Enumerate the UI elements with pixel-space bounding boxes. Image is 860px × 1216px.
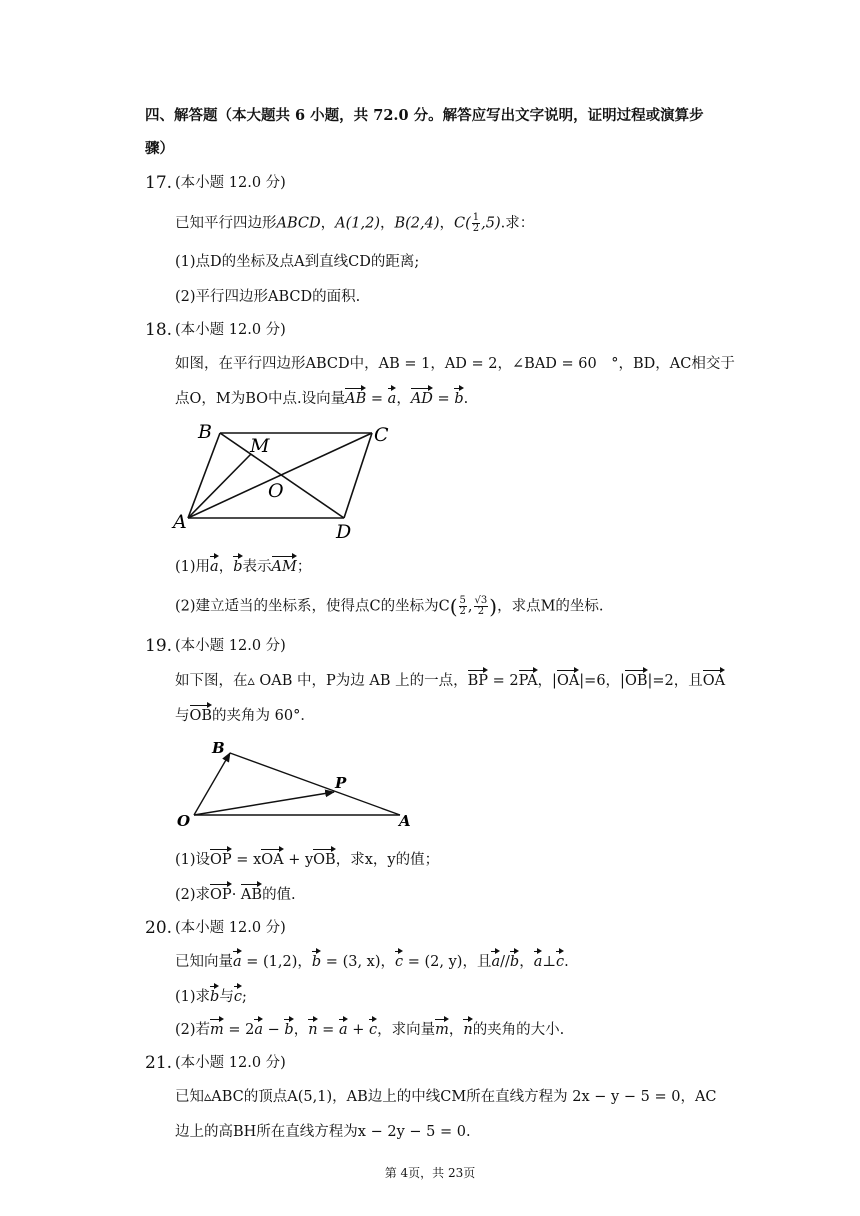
- q17-point-c-pre: C(: [454, 215, 471, 232]
- q18-sub2-end: ，求点M的坐标.: [497, 598, 604, 615]
- q19-c1: ，|: [537, 673, 557, 689]
- vector-m-2: m: [435, 1022, 449, 1038]
- vector-n: n: [308, 1022, 318, 1038]
- vector-am: AM: [271, 559, 297, 575]
- c-x-den: 2: [459, 606, 466, 617]
- q17-point-b: B(2,4): [394, 215, 440, 232]
- q20-sub2: [175, 1020, 564, 1040]
- q20-sub1-end: ;: [241, 989, 247, 1005]
- q20-number: 20.: [145, 918, 173, 938]
- vector-b: b: [210, 989, 220, 1005]
- q18-sub1: [175, 557, 311, 577]
- q20-perp: ⊥: [542, 954, 556, 970]
- label-d: D: [336, 521, 352, 543]
- vector-c-2: c: [556, 954, 565, 970]
- q20-sub2-pre: (2)若: [175, 1022, 211, 1038]
- q18-number: 18.: [145, 320, 173, 340]
- q17-point-a: A(1,2): [335, 215, 380, 232]
- q19-line2: [175, 706, 315, 726]
- q20-sub2-c1: ，: [293, 1022, 309, 1038]
- label-m: M: [250, 435, 270, 457]
- parallelogram-figure: [168, 418, 408, 544]
- q17-frac-num: 1: [472, 212, 480, 223]
- vector-c: c: [233, 989, 242, 1005]
- q18-line1: 如图，在平行四边形ABCD中，AB = 1，AD = 2，∠BAD = 60 °，BD，AC相交于: [175, 356, 735, 372]
- q18-sub1-pre: (1)用: [175, 559, 211, 575]
- q17-frac-den: 2: [472, 223, 480, 234]
- edge-cd: [344, 433, 372, 518]
- label-o: O: [177, 812, 191, 830]
- q18-line2: [175, 389, 468, 409]
- q20-l1b: = (3, x)，: [321, 954, 396, 970]
- vector-b: b: [311, 954, 322, 970]
- segment-ba: [230, 753, 400, 815]
- q19-line2-end: 的夹角为 60°．: [212, 708, 315, 724]
- q19-sub2-end: 的值.: [262, 887, 296, 903]
- c-y-fraction: [474, 596, 489, 617]
- q20-l1e: .: [564, 954, 569, 970]
- vector-ad: AD: [410, 391, 433, 407]
- q19-sub2: [175, 885, 296, 905]
- q18-sub2: (2)建立适当的坐标系，使得点C的坐标为C( $\frac{5}{2}$ , $\frac{√3}{2}$ )，求点M的坐标.: [175, 594, 604, 619]
- q20-sub1: [175, 987, 247, 1007]
- q19-eq2: |=6，|: [579, 673, 625, 689]
- label-b: B: [198, 421, 212, 443]
- q17-number: 17.: [145, 173, 173, 193]
- vector-op: OP: [210, 852, 232, 868]
- q19-sub1: [175, 850, 439, 870]
- vector-pa: PA: [518, 673, 538, 689]
- q17-stem: 已知平行四边形ABCD，A(1,2)，B(2,4)，C( $\frac{1}{2}$ ,5).求：: [175, 212, 535, 234]
- vector-oa: OA: [261, 852, 284, 868]
- q19-sub1-end: ，求x，y的值；: [335, 852, 440, 868]
- q20-l1c: = (2, y)，且: [403, 954, 492, 970]
- q18-line2-pre: 点O，M为BO中点.设向量: [175, 391, 346, 407]
- q19-sub1-pre: (1)设: [175, 852, 211, 868]
- q20-line1: [175, 952, 569, 972]
- q17-sub2: (2)平行四边形ABCD的面积.: [175, 289, 361, 305]
- vector-b: b: [284, 1022, 294, 1038]
- label-a: A: [399, 812, 411, 830]
- q18-header: (本小题 12.0 分): [175, 322, 286, 338]
- vector-a: a: [233, 954, 242, 970]
- vector-a: a: [254, 1022, 264, 1038]
- q17-header: (本小题 12.0 分): [175, 175, 286, 191]
- q20-parallel: //: [500, 954, 510, 970]
- q19-triangle: ▵ OAB 中，: [247, 673, 327, 689]
- q18-sub2-pre: (2)建立适当的坐标系，使得点C的坐标为C: [175, 598, 450, 615]
- vector-n-2: n: [463, 1022, 473, 1038]
- q17-fraction: [472, 213, 480, 234]
- vector-bp: BP: [467, 673, 489, 689]
- q17-stem-prefix: 已知平行四边形: [175, 215, 277, 232]
- q20-l1d: ，: [519, 954, 534, 970]
- q20-sub1-pre: (1)求: [175, 989, 211, 1005]
- q20-sub2-end: 的夹角的大小.: [472, 1022, 565, 1038]
- q19-line1: [175, 671, 725, 691]
- vector-m: m: [210, 1022, 224, 1038]
- label-o: O: [268, 480, 284, 502]
- q19-number: 19.: [145, 636, 173, 656]
- q19-sub2-dot: ·: [231, 887, 241, 903]
- q19-line2-pre: 与: [175, 708, 190, 724]
- vector-a: a: [210, 559, 219, 575]
- q19-line1-pre: 如下图，在: [175, 673, 248, 689]
- vector-oa-2: OA: [702, 673, 726, 689]
- vector-a-3: a: [533, 954, 543, 970]
- q19-sub1-eq: = x: [231, 852, 262, 868]
- q18-sub1-mid: 表示: [242, 559, 272, 575]
- label-a: A: [173, 511, 187, 533]
- c-y-den: 2: [477, 606, 485, 617]
- vector-a-2: a: [491, 954, 501, 970]
- q19-eq3: |=2，且: [647, 673, 703, 689]
- q17-point-c-post: ,5): [481, 215, 501, 232]
- c-x-fraction: [459, 596, 467, 617]
- q18-dot: .: [463, 391, 469, 407]
- q19-eq1: = 2: [488, 673, 519, 689]
- c-x-num: 5: [459, 595, 466, 606]
- q18-sub1-sep: ，: [218, 559, 234, 575]
- diagonal-bd: [220, 433, 344, 518]
- q20-sub2-plus: +: [347, 1022, 369, 1038]
- q19-line1-mid: P为边 AB 上的一点，: [326, 673, 468, 689]
- vector-ob-2: OB: [189, 708, 213, 724]
- q21-number: 21.: [145, 1053, 173, 1073]
- label-p: P: [335, 774, 347, 792]
- vector-c: c: [395, 954, 404, 970]
- segment-am: [188, 454, 251, 518]
- q20-sub2-eq2: =: [317, 1022, 339, 1038]
- vector-ob-line: [194, 753, 230, 815]
- vector-b-2: b: [509, 954, 520, 970]
- section-title-cont: 骤）: [145, 140, 174, 157]
- vector-a: a: [387, 391, 397, 407]
- q20-l1a: = (1,2)，: [241, 954, 312, 970]
- q20-line1-pre: 已知向量: [175, 954, 233, 970]
- vector-b: b: [233, 559, 243, 575]
- q18-eq-a: =: [366, 391, 388, 407]
- q17-sub1: (1)点D的坐标及点A到直线CD的距离;: [175, 254, 420, 270]
- vector-b: b: [454, 391, 464, 407]
- q17-stem-end: .求：: [500, 215, 535, 232]
- vector-ab: AB: [240, 887, 263, 903]
- q20-sub2-minus: −: [263, 1022, 285, 1038]
- vector-ob: OB: [624, 673, 648, 689]
- vector-c: c: [368, 1022, 378, 1038]
- q20-sub2-sep: ，: [448, 1022, 464, 1038]
- q20-sub1-mid: 与: [219, 989, 234, 1005]
- vector-ab: AB: [345, 391, 367, 407]
- q19-header: (本小题 12.0 分): [175, 638, 286, 654]
- q21-header: (本小题 12.0 分): [175, 1055, 286, 1071]
- q17-stem-name: ABCD: [276, 215, 321, 232]
- q21-line2: 边上的高BH所在直线方程为x − 2y − 5 = 0.: [175, 1124, 471, 1140]
- c-y-num: √3: [474, 595, 488, 606]
- q20-header: (本小题 12.0 分): [175, 920, 286, 936]
- q19-sub1-plus: + y: [283, 852, 314, 868]
- vector-oa: OA: [556, 673, 580, 689]
- q18-sub1-end: ；: [296, 559, 312, 575]
- q20-sub2-eq1: = 2: [223, 1022, 255, 1038]
- q21-line1: 已知▵ABC的顶点A(5,1)，AB边上的中线CM所在直线方程为 2x − y − 5 = 0，AC: [175, 1089, 717, 1105]
- vector-op-line: [194, 792, 334, 815]
- vector-a-2: a: [338, 1022, 348, 1038]
- vector-ob: OB: [313, 852, 336, 868]
- q20-sub2-mid: ，求向量: [377, 1022, 436, 1038]
- q19-sub2-pre: (2)求: [175, 887, 211, 903]
- label-b: B: [212, 739, 225, 757]
- label-c: C: [374, 424, 389, 446]
- vector-op: OP: [210, 887, 232, 903]
- q18-eq-b: =: [432, 391, 455, 407]
- q18-comma: ，: [396, 391, 411, 407]
- triangle-figure: [172, 736, 422, 832]
- section-title: 四、解答题（本大题共 6 小题，共 72.0 分。解答应写出文字说明，证明过程或演算步: [145, 107, 704, 124]
- page-footer: 第 4页，共 23页: [384, 1166, 476, 1180]
